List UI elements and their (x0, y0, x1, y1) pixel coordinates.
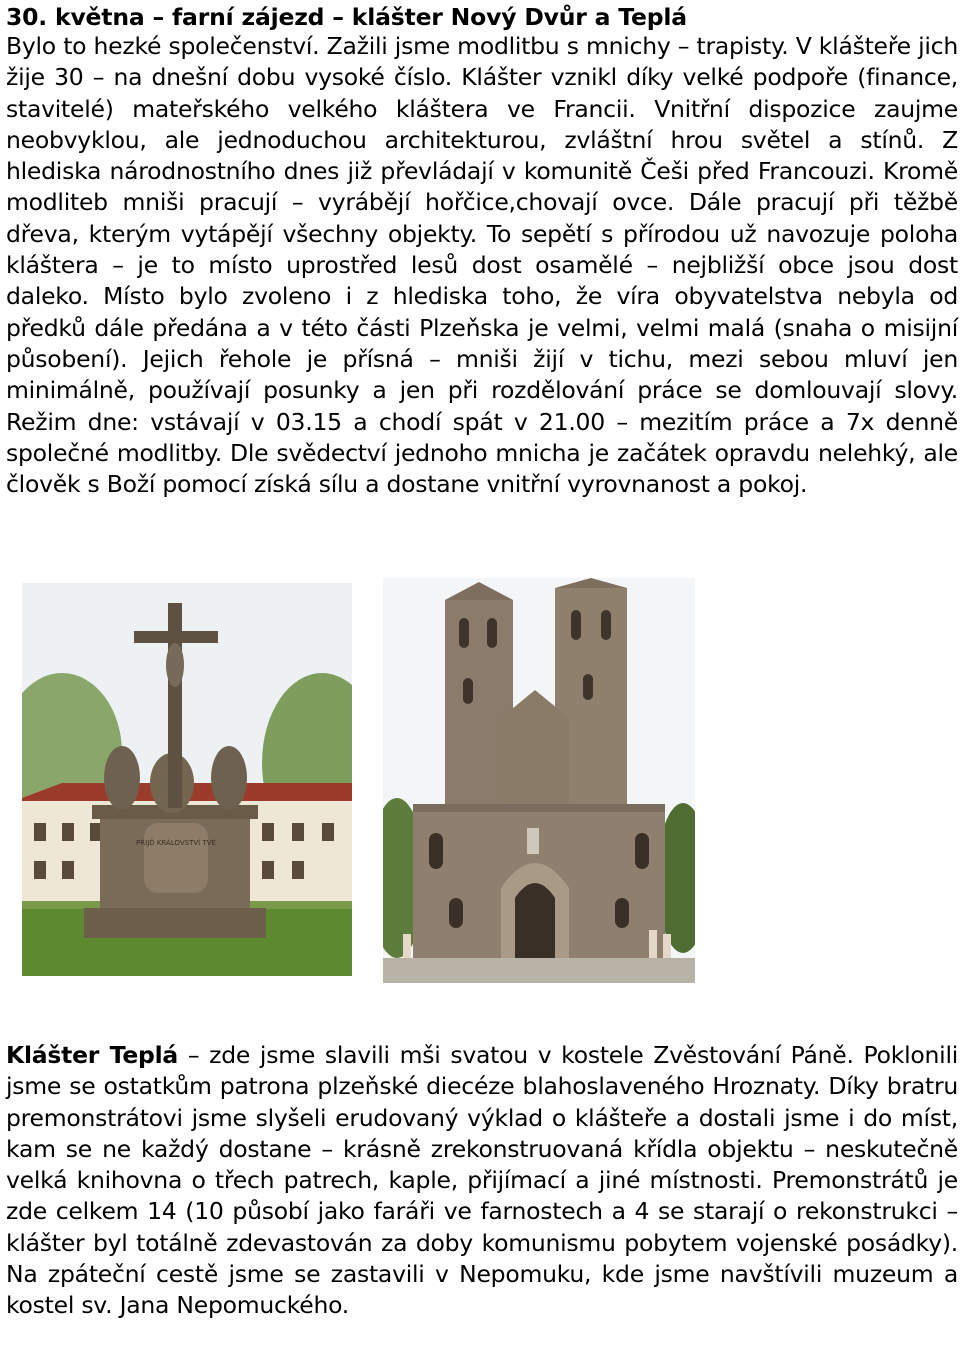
statue-inscription: PŘIJĎ KRÁLOVSTVÍ TVÉ (136, 839, 216, 847)
photo-crucifix-statue (22, 583, 352, 976)
paragraph-tepla-body: – zde jsme slavili mši svatou v kostele Zvěstování Páně. Poklonili jsme se ostatkům patrona plzeňské diecéze blahoslaveného Hroznaty. Díky bratru premonstrátovi jsme slyšeli erudovaný výklad o klášteře a dostali jsme i do míst, kam se ne každý dostane – krásně zrekonstruovaná křídla objektu – neskutečně velká knihovna o třech patrech, kaple, přijímací a jiné místnosti. Premonstrátů je zde celkem 14 (10 působí jako faráři ve farnostech a 4 se starají o rekonstrukci – klášter byl totálně zdevastován za doby komunismu pobytem vojenské posádky). Na zpáteční cestě jsme se zastavili v Nepomuku, kde jsme navštívili muzeum a kostel sv. Jana Nepomuckého. (6, 1041, 959, 1320)
paragraph-nove-dvur: Bylo to hezké společenství. Zažili jsme modlitbu s mnichy – trapisty. V klášteře jich žije 30 – na dnešní dobu vysoké číslo. Klášter vznikl díky velké podpoře (finance, stavitelé) mateřského velkého kláštera ve Francii. Vnitřní dispozice zaujme neobvyklou, ale jednoduchou architekturou, zvláštní hrou světel a stínů. Z hlediska národnostního dnes již převládají v komunitě Češi před Francouzi. Kromě modliteb mniši pracují – vyrábějí hořčice,chovají ovce. Dále pracují při těžbě dřeva, kterým vytápějí všechny objekty. To sepětí s přírodou už navozuje poloha kláštera – je to místo uprostřed lesů dost osamělé – nejbližší obce jsou dost daleko. Místo bylo zvoleno i z hlediska toho, že víra obyvatelstva nebyla od předků dále předána a v této části Plzeňska je velmi, velmi malá (snaha o misijní působení). Jejich řehole je přísná – mniši žijí v tichu, mezi sebou mluví jen minimálně, používají posunky a jen při rozdělování práce se domlouvají slovy. Režim dne: vstávají v 03.15 a chodí spát v 21.00 – mezitím práce a 7x denně společné modlitby. Dle svědectví jednoho mnicha je začátek opravdu nelehký, ale člověk s Boží pomocí získá sílu a dostane vnitřní vyrovnanost a pokoj. (6, 32, 958, 499)
photo-church-towers (383, 578, 695, 983)
article-title: 30. května – farní zájezd – klášter Nový Dvůr a Teplá (6, 3, 687, 31)
paragraph-tepla (6, 1040, 958, 1322)
paragraph-tepla-lead: Klášter Teplá (6, 1041, 178, 1069)
